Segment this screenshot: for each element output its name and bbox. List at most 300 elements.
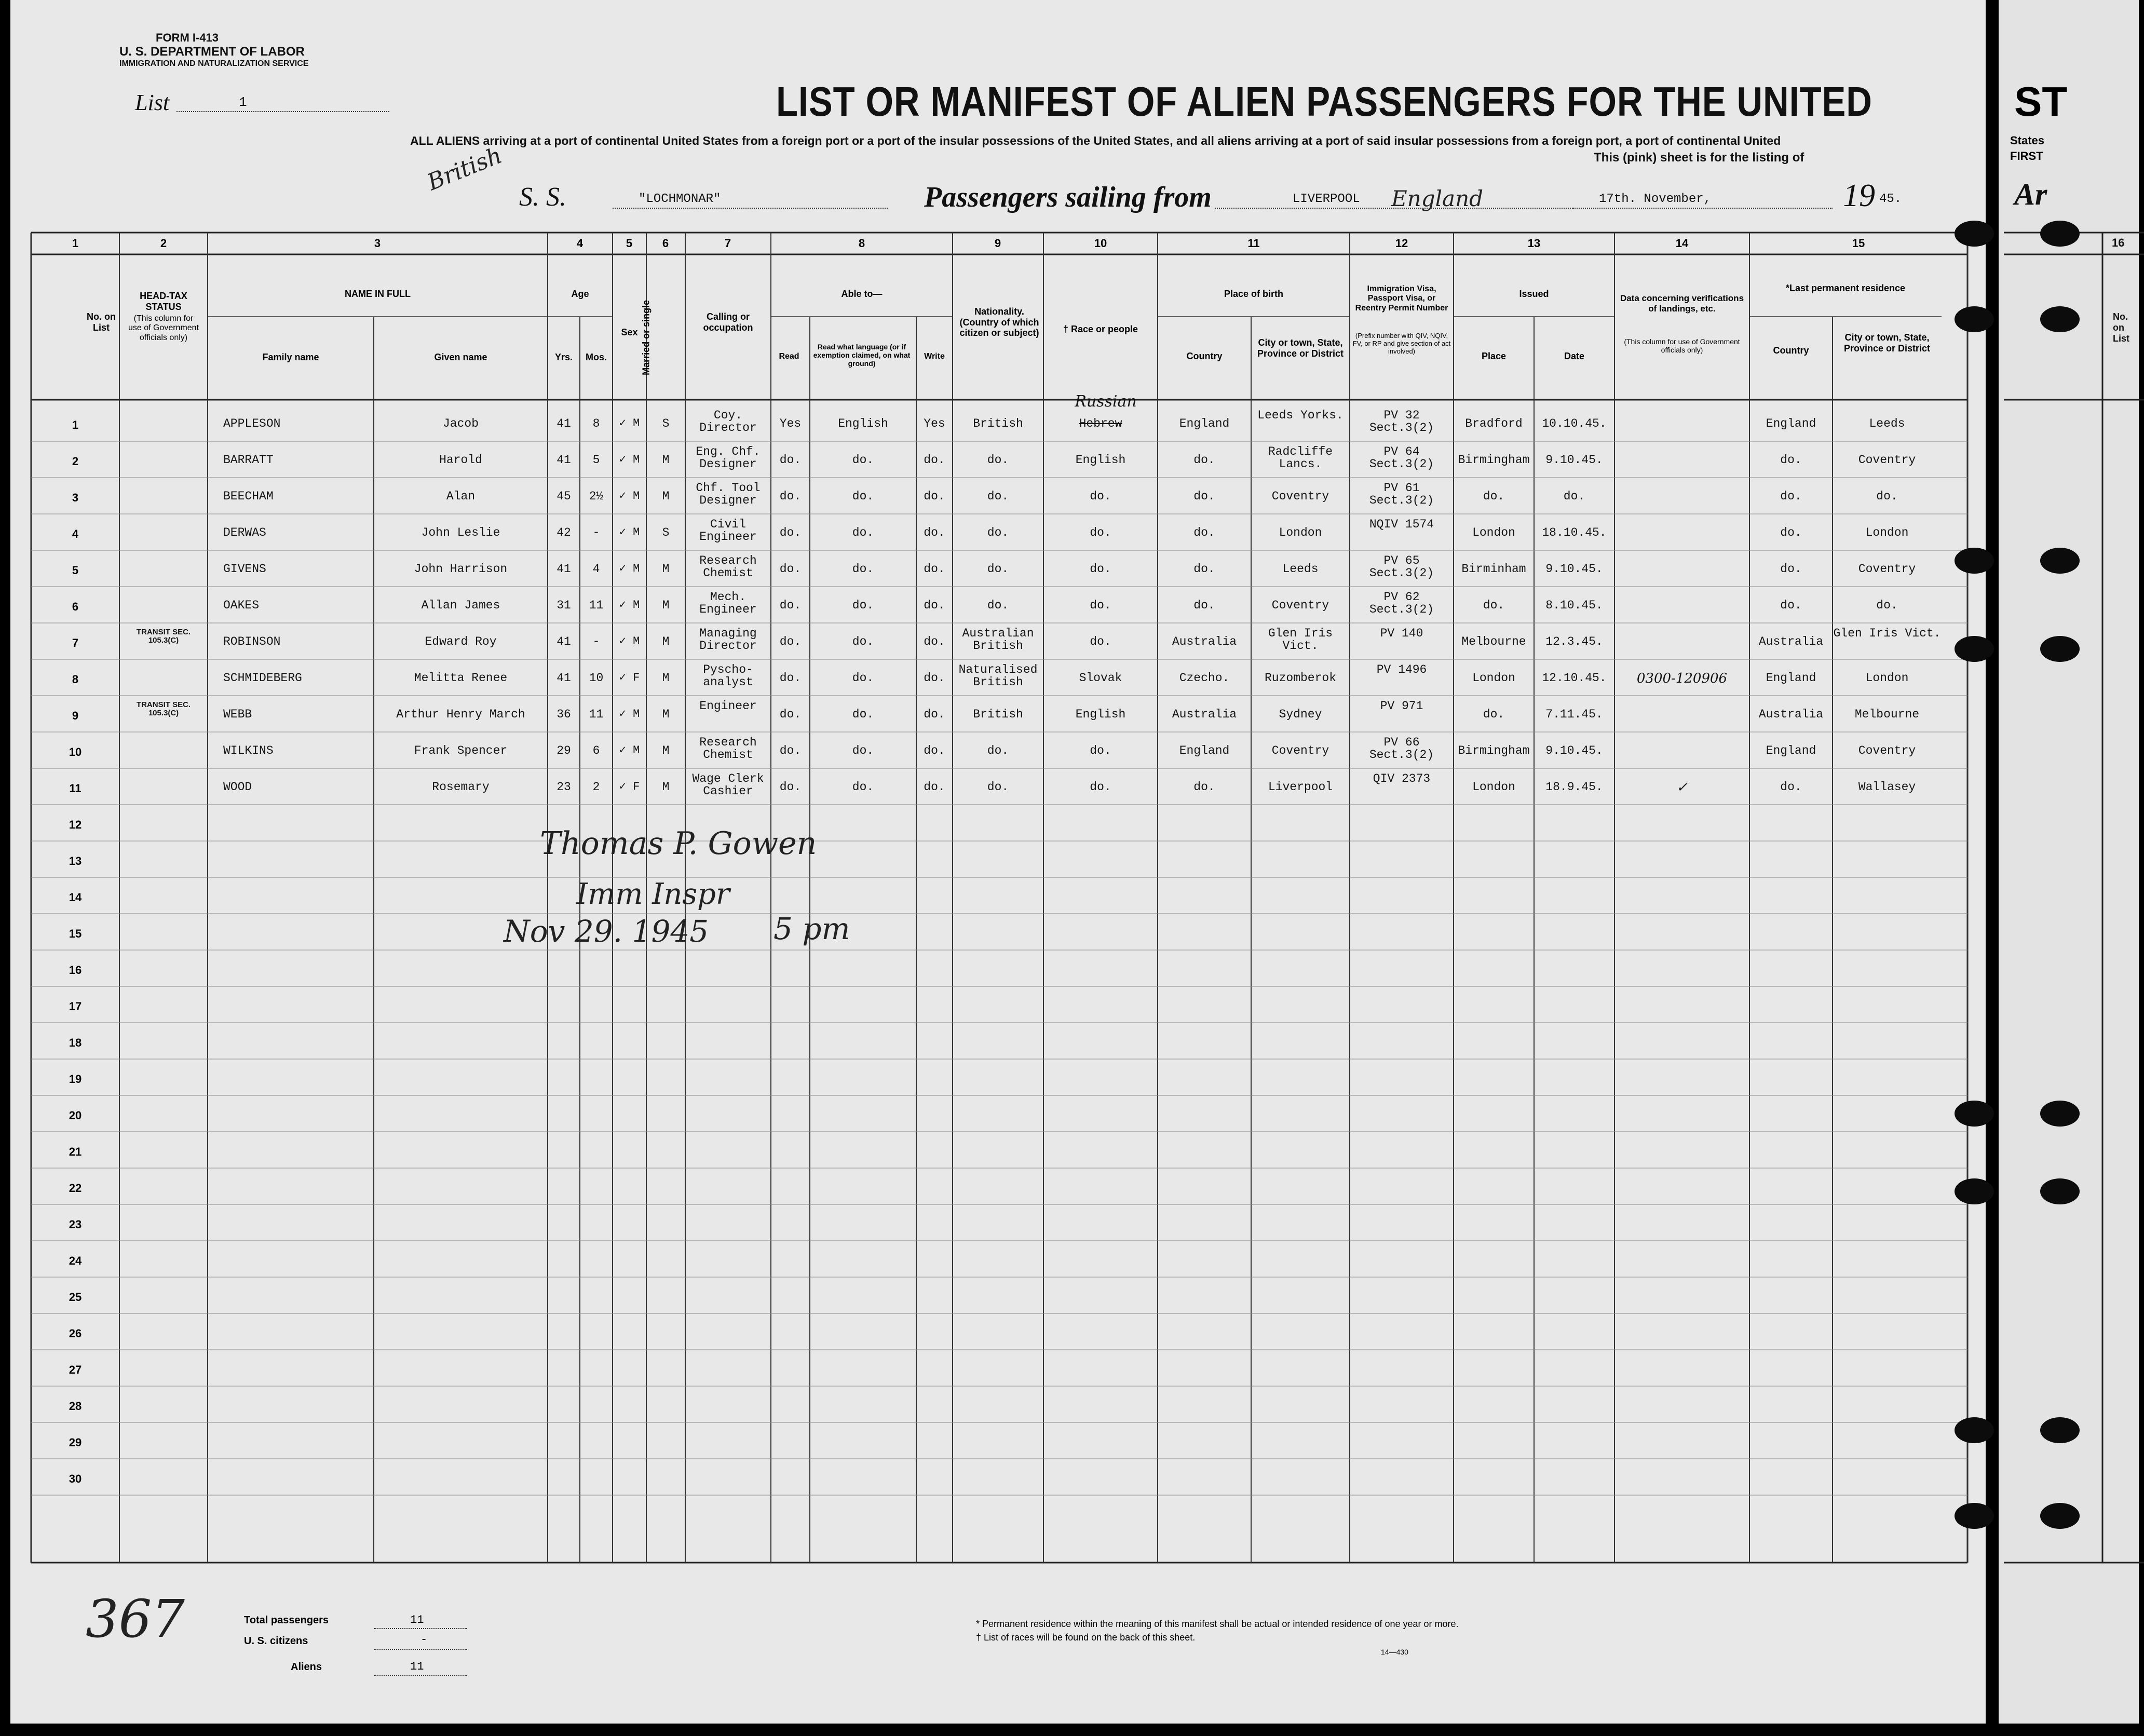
issued-date: 10.10.45. [1542,417,1607,430]
punch-hole [2040,1178,2080,1204]
residence-country: Australia [1758,708,1824,721]
row-number: 17 [69,1000,82,1013]
age-years: 41 [557,671,571,685]
residence-city: Glen Iris Vict. [1833,627,1941,640]
occupation: Research Chemist [699,554,757,580]
form-code: 14—430 [1381,1648,1408,1656]
list-label: List [135,90,170,115]
issued-date: 12.10.45. [1542,671,1607,685]
read: do. [779,708,802,721]
column-number: 3 [374,237,381,250]
birth-city: Coventry [1271,744,1329,757]
race: Hebrew [1079,417,1122,430]
hdr-mos: Mos. [585,352,607,362]
row-number: 5 [72,564,79,577]
verification-data: 0300-120906 [1636,671,1728,686]
birth-city: Glen Iris Vict. [1268,627,1333,653]
us-citizens-label: U. S. citizens [244,1635,308,1647]
row-number: 18 [69,1036,82,1049]
hdr-place-of-birth: Place of birth [1224,289,1284,299]
age-years: 23 [557,780,571,794]
birth-country: do. [1193,780,1215,794]
occupation: Wage Clerk Cashier [692,772,764,798]
hdr-visa: Immigration Visa, Passport Visa, or Reentry Permit Number [1355,284,1448,313]
given-name: Frank Spencer [414,744,508,757]
issued-place: do. [1483,490,1505,503]
residence-city: Leeds [1869,417,1905,430]
nationality: Australian British [962,627,1034,653]
birth-country: Czecho. [1179,671,1230,685]
issued-date: 9.10.45. [1545,744,1603,757]
marital-status: M [662,453,670,467]
punch-hole [2040,1417,2080,1443]
page-number-handwritten: 367 [86,1589,185,1649]
next-sheet-line1: States [2010,134,2045,147]
row-number: 30 [69,1472,82,1485]
write: do. [924,744,945,757]
sex: ✓ F [619,671,640,684]
ss-label: S. S. [519,182,566,212]
age-years: 45 [557,490,571,503]
hdr-given-name: Given name [434,352,487,362]
column-number: 6 [662,237,669,250]
residence-city: Wallasey [1858,780,1916,794]
write: do. [924,635,945,648]
birth-city: Radcliffe Lancs. [1268,445,1333,471]
occupation: Chf. Tool Designer [696,481,761,508]
column-number: 10 [1094,237,1107,250]
hdr-data-concerning: Data concerning verifications of landings, etc. [1620,293,1744,314]
marital-status: M [662,744,670,757]
row-number: 26 [69,1327,82,1340]
age-months: 8 [592,417,600,430]
issued-place: Birmingham [1458,744,1530,757]
total-passengers-label: Total passengers [244,1615,329,1626]
visa-number: PV 64 Sect.3(2) [1369,445,1434,471]
family-name: ROBINSON [223,635,281,648]
residence-city: Melbourne [1854,708,1920,721]
nationality: do. [987,780,1009,794]
hdr-read-lang: Read what language (or if exemption claimed, on what ground) [813,343,911,368]
issued-date: do. [1563,490,1585,503]
signature-name: Thomas P. Gowen [540,825,817,862]
read-language: English [838,417,888,430]
row-number: 10 [69,745,82,758]
read: do. [779,744,802,757]
punch-hole [1955,306,1994,332]
row-number: 9 [72,709,79,722]
nationality: do. [987,562,1009,576]
family-name: BEECHAM [223,490,274,503]
residence-city: Coventry [1858,744,1916,757]
issued-date: 18.10.45. [1542,526,1607,539]
year-prefix: 19 [1843,178,1875,213]
age-years: 41 [557,417,571,430]
family-name: SCHMIDEBERG [223,671,302,685]
hdr-birth-city: City or town, State, Province or District [1257,337,1344,359]
hdr-issued-place: Place [1481,351,1507,361]
column-number: 9 [994,237,1001,250]
row-number: 7 [72,636,79,649]
column-number: 5 [626,237,633,250]
residence-city: London [1865,671,1909,685]
birth-city: Coventry [1271,599,1329,612]
issued-place: do. [1483,599,1505,612]
residence-country: do. [1780,490,1802,503]
punch-hole [2040,636,2080,662]
occupation: Engineer [699,699,757,713]
signature-date: Nov 29. 1945 [504,914,709,949]
age-months: 10 [589,671,604,685]
given-name: John Harrison [414,562,508,576]
read: do. [779,671,802,685]
residence-city: do. [1876,490,1898,503]
hdr-last-residence: *Last permanent residence [1785,283,1906,293]
residence-country: do. [1780,526,1802,539]
marital-status: M [662,562,670,576]
read: do. [779,562,802,576]
visa-number: NQIV 1574 [1369,518,1434,531]
column-number: 15 [1852,237,1865,250]
column-number: 13 [1527,237,1541,250]
read: do. [779,635,802,648]
age-years: 29 [557,744,571,757]
sex: ✓ M [619,562,640,575]
residence-country: Australia [1758,635,1824,648]
read: do. [779,453,802,467]
residence-city: do. [1876,599,1898,612]
read: do. [779,780,802,794]
marital-status: S [662,417,670,430]
birth-country: do. [1193,453,1215,467]
given-name: Edward Roy [425,635,497,648]
write: do. [924,453,945,467]
race: do. [1090,599,1111,612]
punch-hole [1955,221,1994,247]
given-name: Jacob [442,417,479,430]
given-name: Arthur Henry March [396,708,525,721]
sex: ✓ M [619,526,640,539]
issued-place: Birmingham [1458,453,1530,467]
next-sheet-title: ST [2014,78,2068,125]
year-suffix: 45. [1879,192,1902,206]
race: do. [1090,526,1111,539]
given-name: Harold [439,453,482,467]
given-name: Alan [446,490,476,503]
punch-hole [2040,306,2080,332]
occupation: Civil Engineer [699,518,757,544]
row-number: 23 [69,1218,82,1231]
birth-city: Sydney [1279,708,1322,721]
subtitle: ALL ALIENS arriving at a port of continental United States from a foreign port or a port of the insular possessions of the United States, and all aliens arriving at a port of said insular possessions from a foreign port, a port of continental United [410,134,1781,147]
visa-number: PV 32 Sect.3(2) [1369,409,1434,435]
age-months: 11 [589,599,604,612]
given-name: Melitta Renee [414,671,508,685]
column-number: 4 [576,237,584,250]
read-language: do. [852,780,874,794]
service: IMMIGRATION AND NATURALIZATION SERVICE [119,59,309,68]
row-number: 20 [69,1109,82,1122]
punch-hole [2040,1503,2080,1529]
nationality: do. [987,453,1009,467]
birth-country: Australia [1172,708,1237,721]
marital-status: M [662,671,670,685]
hdr-no-on-list: No. on List [87,311,116,333]
row-number: 24 [69,1254,82,1267]
read-language: do. [852,635,874,648]
hdr-race: † Race or people [1063,324,1138,334]
hdr-res-city: City or town, State, Province or District [1843,332,1931,354]
hdr-yrs: Yrs. [554,352,573,362]
hdr-nationality: Nationality. (Country of which citizen or subject) [959,306,1039,338]
age-months: 2 [592,780,600,794]
family-name: BARRATT [223,453,274,467]
hdr-name-in-full: NAME IN FULL [345,289,411,299]
visa-number: PV 61 Sect.3(2) [1369,481,1434,508]
row-number: 8 [72,673,79,686]
row-number: 11 [69,782,82,795]
write: do. [924,671,945,685]
hdr-issued-date: Date [1564,351,1584,361]
issued-date: 9.10.45. [1545,562,1603,576]
column-number: 8 [858,237,865,250]
list-number: 1 [239,94,247,110]
sailing-label: Passengers sailing from [924,181,1212,213]
given-name: Allan James [421,599,500,612]
issued-place: London [1472,526,1515,539]
marital-status: S [662,526,670,539]
aliens-label: Aliens [291,1661,322,1673]
write: do. [924,599,945,612]
given-name: John Leslie [421,526,500,539]
aliens: 11 [410,1660,424,1673]
residence-country: England [1766,417,1816,430]
occupation: Eng. Chf. Designer [696,445,761,471]
handwritten-british: British [423,142,506,196]
marital-status: M [662,599,670,612]
row-number: 3 [72,491,79,504]
age-months: - [592,635,600,648]
handwritten-england: England [1391,186,1484,211]
hdr-visa-note: (Prefix number with QIV, NQIV, FV, or RP and give section of act involved) [1352,332,1451,355]
birth-city: London [1279,526,1322,539]
row-number: 15 [69,927,82,940]
family-name: DERWAS [223,526,266,539]
hdr-sex: Sex [621,327,638,337]
issued-date: 12.3.45. [1545,635,1603,648]
row-number: 2 [72,455,79,468]
visa-number: PV 1496 [1376,663,1427,676]
hdr-write: Write [924,352,945,361]
row-number: 12 [69,818,82,831]
department: U. S. DEPARTMENT OF LABOR [119,45,305,59]
row-number: 6 [72,600,79,613]
read-language: do. [852,744,874,757]
write: do. [924,526,945,539]
occupation: Research Chemist [699,736,757,762]
occupation: Managing Director [699,627,757,653]
age-years: 41 [557,635,571,648]
birth-city: Leeds Yorks. [1257,409,1344,422]
column-number: 1 [72,237,79,250]
read: do. [779,526,802,539]
race: English [1075,708,1126,721]
hdr-head-tax-note: (This column for use of Government officials only) [128,314,199,342]
issued-place: London [1472,671,1515,685]
punch-hole [1955,1503,1994,1529]
next-sheet-colnum: 16 [2112,236,2125,249]
punch-hole [1955,548,1994,574]
residence-country: do. [1780,562,1802,576]
hdr-able-to: Able to— [841,289,883,299]
visa-number: PV 62 Sect.3(2) [1369,590,1434,617]
read: Yes [779,417,802,430]
race: do. [1090,562,1111,576]
punch-hole [1955,1178,1994,1204]
sex: ✓ M [619,744,640,757]
residence-country: England [1766,671,1816,685]
sex: ✓ M [619,708,640,721]
age-months: 5 [592,453,600,467]
issued-date: 18.9.45. [1545,780,1603,794]
form-number: FORM I-413 [156,31,219,44]
age-years: 31 [557,599,571,612]
read-language: do. [852,562,874,576]
sex: ✓ M [619,635,640,648]
race: do. [1090,780,1111,794]
subtitle-2: This (pink) sheet is for the listing of [1594,151,1804,165]
birth-city: Coventry [1271,490,1329,503]
nationality: British [973,417,1023,430]
race: do. [1090,635,1111,648]
row-number: 4 [72,527,79,540]
issued-place: do. [1483,708,1505,721]
column-number: 2 [160,237,167,250]
occupation: Pyscho- analyst [703,663,753,689]
read-language: do. [852,599,874,612]
punch-hole [2040,548,2080,574]
marital-status: M [662,780,670,794]
punch-hole [2040,1101,2080,1127]
nationality: do. [987,744,1009,757]
punch-hole [1955,1101,1994,1127]
nationality: British [973,708,1023,721]
ship-name: "LOCHMONAR" [639,192,721,206]
visa-number: PV 971 [1380,699,1423,713]
sex: ✓ M [619,490,640,503]
residence-city: London [1865,526,1909,539]
occupation: Mech. Engineer [699,590,757,617]
next-sheet-line2: FIRST [2010,150,2043,162]
race: do. [1090,490,1111,503]
nationality: do. [987,599,1009,612]
age-months: - [592,526,600,539]
read: do. [779,490,802,503]
issued-date: 9.10.45. [1545,453,1603,467]
write: do. [924,708,945,721]
punch-hole [1955,1417,1994,1443]
write: do. [924,490,945,503]
row-number: 22 [69,1182,82,1195]
page-title: LIST OR MANIFEST OF ALIEN PASSENGERS FOR THE UNITED [776,78,1872,125]
row-number: 1 [72,418,79,431]
birth-country: do. [1193,526,1215,539]
visa-number: QIV 2373 [1373,772,1431,785]
read-language: do. [852,526,874,539]
port: LIVERPOOL [1293,192,1360,206]
write: do. [924,780,945,794]
birth-country: Australia [1172,635,1237,648]
nationality: do. [987,490,1009,503]
hdr-data-note: (This column for use of Government officials only) [1624,337,1740,355]
row-number: 27 [69,1363,82,1376]
nationality: Naturalised British [958,663,1038,689]
given-name: Rosemary [432,780,490,794]
read: do. [779,599,802,612]
birth-city: Leeds [1282,562,1319,576]
read-language: do. [852,671,874,685]
age-months: 6 [592,744,600,757]
hdr-birth-country: Country [1186,351,1223,361]
family-name: OAKES [223,599,260,612]
visa-number: PV 65 Sect.3(2) [1369,554,1434,580]
column-number: 12 [1395,237,1408,250]
occupation: Coy. Director [699,409,757,435]
birth-city: Liverpool [1268,780,1333,794]
us-citizens: - [420,1633,428,1646]
family-name: WOOD [223,780,252,794]
hdr-age: Age [571,289,589,299]
column-number: 7 [724,237,731,250]
race-handwritten: Russian [1075,392,1137,411]
birth-country: England [1179,744,1230,757]
sex: ✓ M [619,453,640,466]
next-sheet-line3: Ar [2014,177,2047,211]
marital-status: M [662,708,670,721]
head-tax-status: TRANSIT SEC. 105.3(C) [136,700,191,717]
race: English [1075,453,1126,467]
issued-date: 7.11.45. [1545,708,1603,721]
residence-city: Coventry [1858,453,1916,467]
family-name: WEBB [223,708,252,721]
row-number: 16 [69,964,82,976]
footnote-races: † List of races will be found on the back of this sheet. [976,1632,1196,1643]
residence-country: do. [1780,780,1802,794]
sailing-date: 17th. November, [1599,192,1712,206]
head-tax-status: TRANSIT SEC. 105.3(C) [136,628,191,645]
punch-hole [1955,636,1994,662]
footnote-residence: * Permanent residence within the meaning of this manifest shall be actual or intended residence of one year or more. [976,1619,1459,1629]
read-language: do. [852,453,874,467]
family-name: WILKINS [223,744,274,757]
residence-country: England [1766,744,1816,757]
sex: ✓ F [619,780,640,793]
issued-place: Birminham [1461,562,1526,576]
age-months: 11 [589,708,604,721]
hdr-head-tax: HEAD-TAX STATUS [140,291,187,312]
row-number: 21 [69,1145,82,1158]
hdr-res-country: Country [1773,345,1809,356]
residence-country: do. [1780,453,1802,467]
family-name: APPLESON [223,417,281,430]
race: do. [1090,744,1111,757]
hdr-family-name: Family name [262,352,319,362]
visa-number: PV 66 Sect.3(2) [1369,736,1434,762]
verification-data: ✓ [1676,780,1688,795]
signature-time: 5 pm [774,911,850,946]
sex: ✓ M [619,599,640,612]
age-years: 41 [557,453,571,467]
